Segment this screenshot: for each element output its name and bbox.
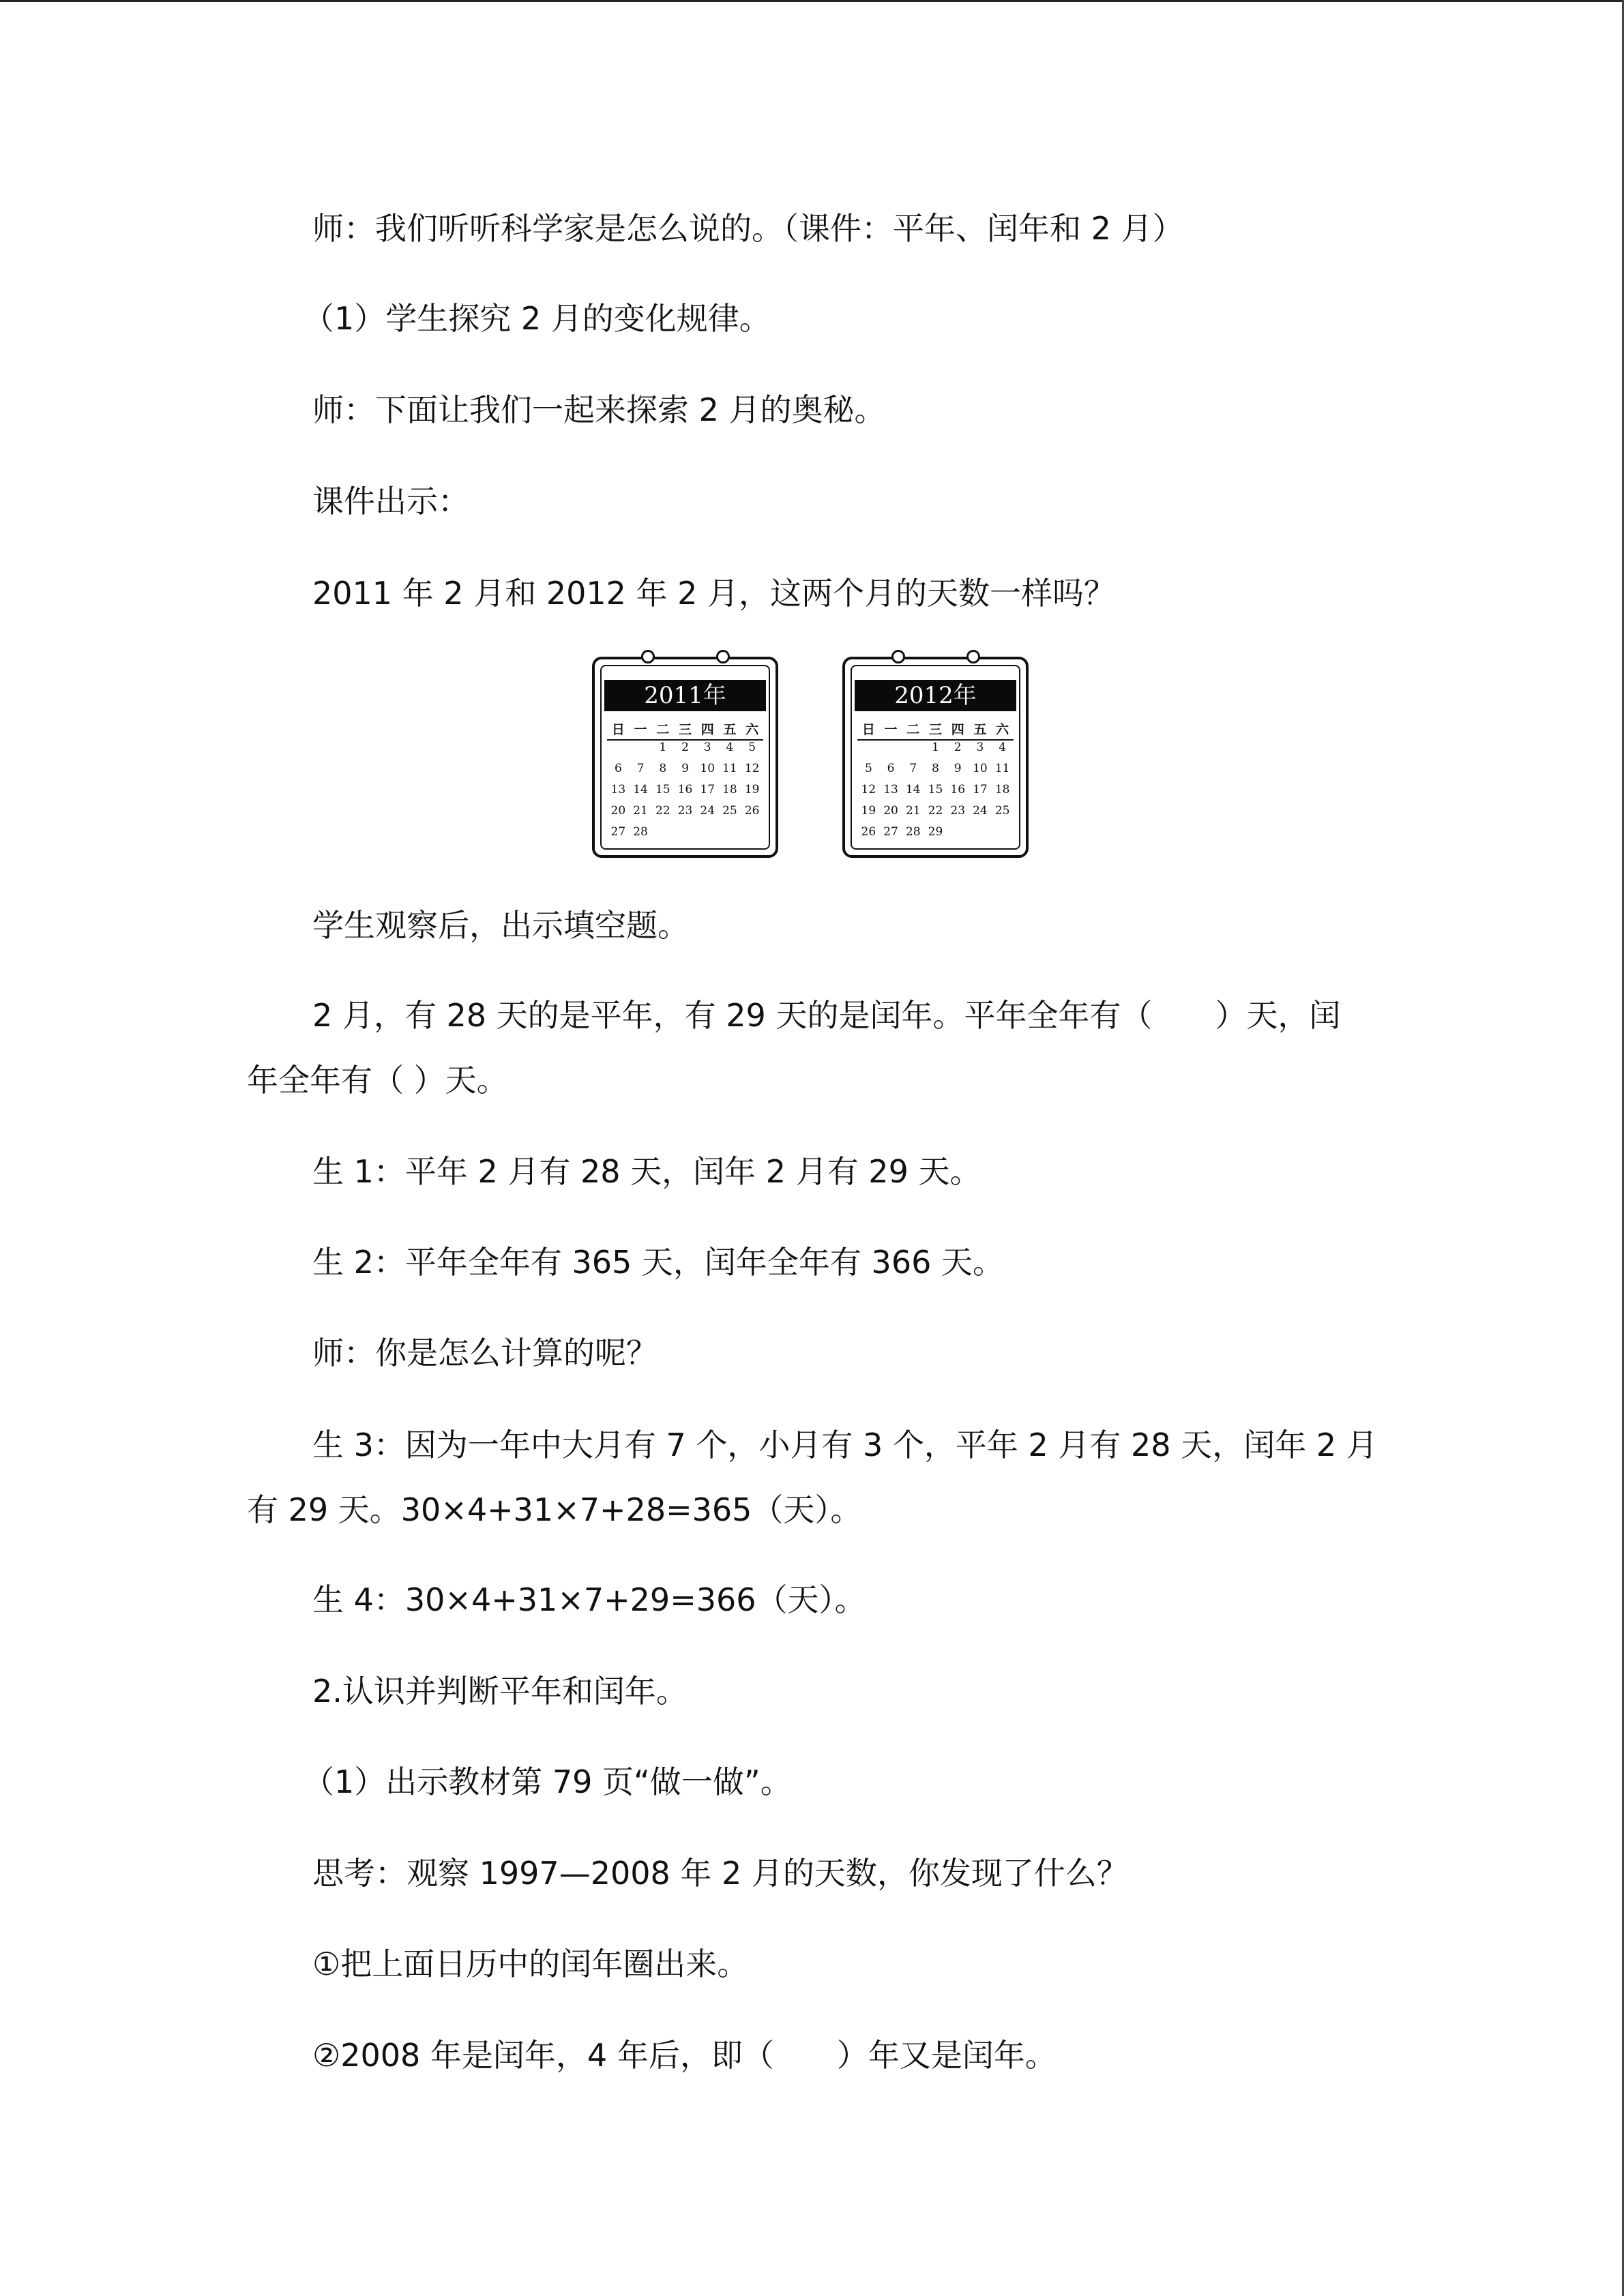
paragraph: 思考：观察 1997—2008 年 2 月的天数，你发现了什么？ [312,1855,1128,1892]
calendar-day: 14 [633,783,648,796]
calendar-day [630,741,652,762]
paragraph: ②2008 年是闰年，4 年后，即（ ）年又是闰年。 [312,2037,1057,2074]
paragraph: 年全年有（ ）天。 [247,1062,508,1099]
calendar-day: 5 [748,741,756,754]
calendar-day: 26 [861,825,876,839]
calendar-day: 11 [994,762,1010,775]
calendar-day: 13 [883,783,898,796]
calendar-day: 18 [722,783,737,796]
calendar-day: 3 [976,741,984,754]
paragraph: 学生观察后，出示填空题。 [312,907,689,944]
calendar-weekday: 六 [745,722,759,737]
calendar-ring-icon [891,650,905,664]
calendar-day: 8 [932,762,939,775]
calendar-day: 21 [633,804,648,818]
calendar-day: 25 [722,804,737,818]
calendar-day: 28 [633,825,648,839]
calendar-day: 17 [973,783,988,796]
calendar-day: 19 [861,804,876,818]
calendar-weekday: 六 [996,722,1009,737]
calendar-day [880,741,902,762]
calendar-day: 26 [744,804,760,818]
calendar-day: 6 [887,762,895,775]
calendar-day: 4 [999,741,1007,754]
calendar-day: 17 [700,783,715,796]
calendar-day: 21 [905,804,921,818]
paragraph: ①把上面日历中的闰年圈出来。 [312,1945,749,1982]
calendar-day: 4 [726,741,734,754]
calendar-day: 10 [700,762,715,775]
paragraph: 师：我们听听科学家是怎么说的。（课件：平年、闰年和 2 月） [312,210,1184,247]
calendar-day: 27 [883,825,898,839]
calendar-weekday: 一 [634,722,647,737]
paragraph: 2011 年 2 月和 2012 年 2 月，这两个月的天数一样吗？ [312,575,1116,612]
paragraph: 课件出示： [312,483,469,520]
calendar-day: 1 [932,741,939,754]
calendar-day: 27 [610,825,626,839]
calendar-ring-icon [716,650,730,664]
paragraph: 2 月，有 28 天的是平年，有 29 天的是闰年。平年全年有（ ）天，闰 [312,997,1341,1034]
paragraph: （1）出示教材第 79 页“做一做”。 [303,1763,792,1800]
calendar-grid [857,719,1014,846]
calendar-day: 24 [700,804,715,818]
calendar-day [719,825,741,846]
calendar-title: 2012年 [855,680,1016,711]
calendar-weekday: 日 [611,722,625,737]
calendar-day: 28 [905,825,921,839]
calendar-day: 2 [681,741,689,754]
calendar-ring-icon [641,650,655,664]
calendar-day [857,741,880,762]
paragraph: 师：你是怎么计算的呢？ [312,1335,658,1371]
calendar-day [674,825,696,846]
calendar-weekday: 五 [973,722,987,737]
calendar-weekday: 三 [678,722,692,737]
calendar-day [969,825,992,846]
calendar-day: 20 [610,804,626,818]
paragraph: 生 4：30×4+31×7+29=366（天）。 [312,1581,866,1618]
calendar-day [947,825,969,846]
calendar-day: 7 [636,762,645,775]
calendar-day: 9 [954,762,962,775]
calendar-day: 23 [950,804,966,818]
calendar-day: 24 [973,804,988,818]
calendar-day [651,825,674,846]
calendar-2012 [842,657,1029,858]
calendar-day [991,825,1014,846]
calendar-day: 12 [861,783,876,796]
calendar-day: 5 [864,762,872,775]
paragraph: 有 29 天。30×4+31×7+28=365（天）。 [247,1491,862,1528]
calendar-day: 20 [883,804,898,818]
calendar-grid [607,719,763,846]
calendar-day: 22 [655,804,670,818]
paragraph: 生 1：平年 2 月有 28 天，闰年 2 月有 29 天。 [312,1153,981,1190]
calendar-weekday: 四 [700,722,714,737]
calendar-title: 2011年 [604,680,766,711]
calendar-weekday: 五 [723,722,737,737]
calendar-day: 6 [614,762,622,775]
calendar-day: 10 [973,762,988,775]
calendar-day: 29 [928,825,943,839]
calendar-day: 11 [722,762,737,775]
calendar-day: 2 [954,741,962,754]
calendar-day: 12 [744,762,760,775]
calendar-day [902,741,924,762]
calendar-day: 9 [681,762,689,775]
calendar-header-rule [607,739,763,741]
calendar-header-rule [857,739,1014,741]
calendar-weekday: 三 [928,722,942,737]
calendar-day: 19 [744,783,760,796]
calendar-2011 [592,657,778,858]
calendar-weekday: 一 [884,722,898,737]
calendar-day: 16 [677,783,693,796]
calendar-ring-icon [966,650,980,664]
page-top-border [0,0,1624,2]
calendar-weekday: 日 [861,722,875,737]
calendar-day: 13 [610,783,626,796]
calendar-day [741,825,763,846]
calendar-day [696,825,719,846]
calendar-day: 16 [950,783,966,796]
calendar-day [607,741,630,762]
calendar-weekday: 二 [906,722,920,737]
paragraph: 师：下面让我们一起来探索 2 月的奥秘。 [312,391,886,428]
calendar-day: 15 [655,783,670,796]
calendar-day: 23 [677,804,693,818]
paragraph: 生 3：因为一年中大月有 7 个，小月有 3 个，平年 2 月有 28 天，闰年 2 月 [312,1427,1378,1463]
calendar-day: 15 [928,783,943,796]
calendar-day: 3 [703,741,711,754]
calendar-day: 22 [928,804,943,818]
calendar-day: 8 [659,762,667,775]
calendar-day: 1 [659,741,667,754]
calendar-day: 14 [905,783,921,796]
calendar-day: 18 [994,783,1010,796]
calendar-day: 25 [994,804,1010,818]
calendar-weekday: 四 [951,722,964,737]
paragraph: （1）学生探究 2 月的变化规律。 [303,300,771,337]
calendar-weekday: 二 [656,722,670,737]
paragraph: 生 2：平年全年有 365 天，闰年全年有 366 天。 [312,1244,1004,1281]
paragraph: 2.认识并判断平年和闰年。 [312,1673,688,1710]
calendar-day: 7 [909,762,917,775]
